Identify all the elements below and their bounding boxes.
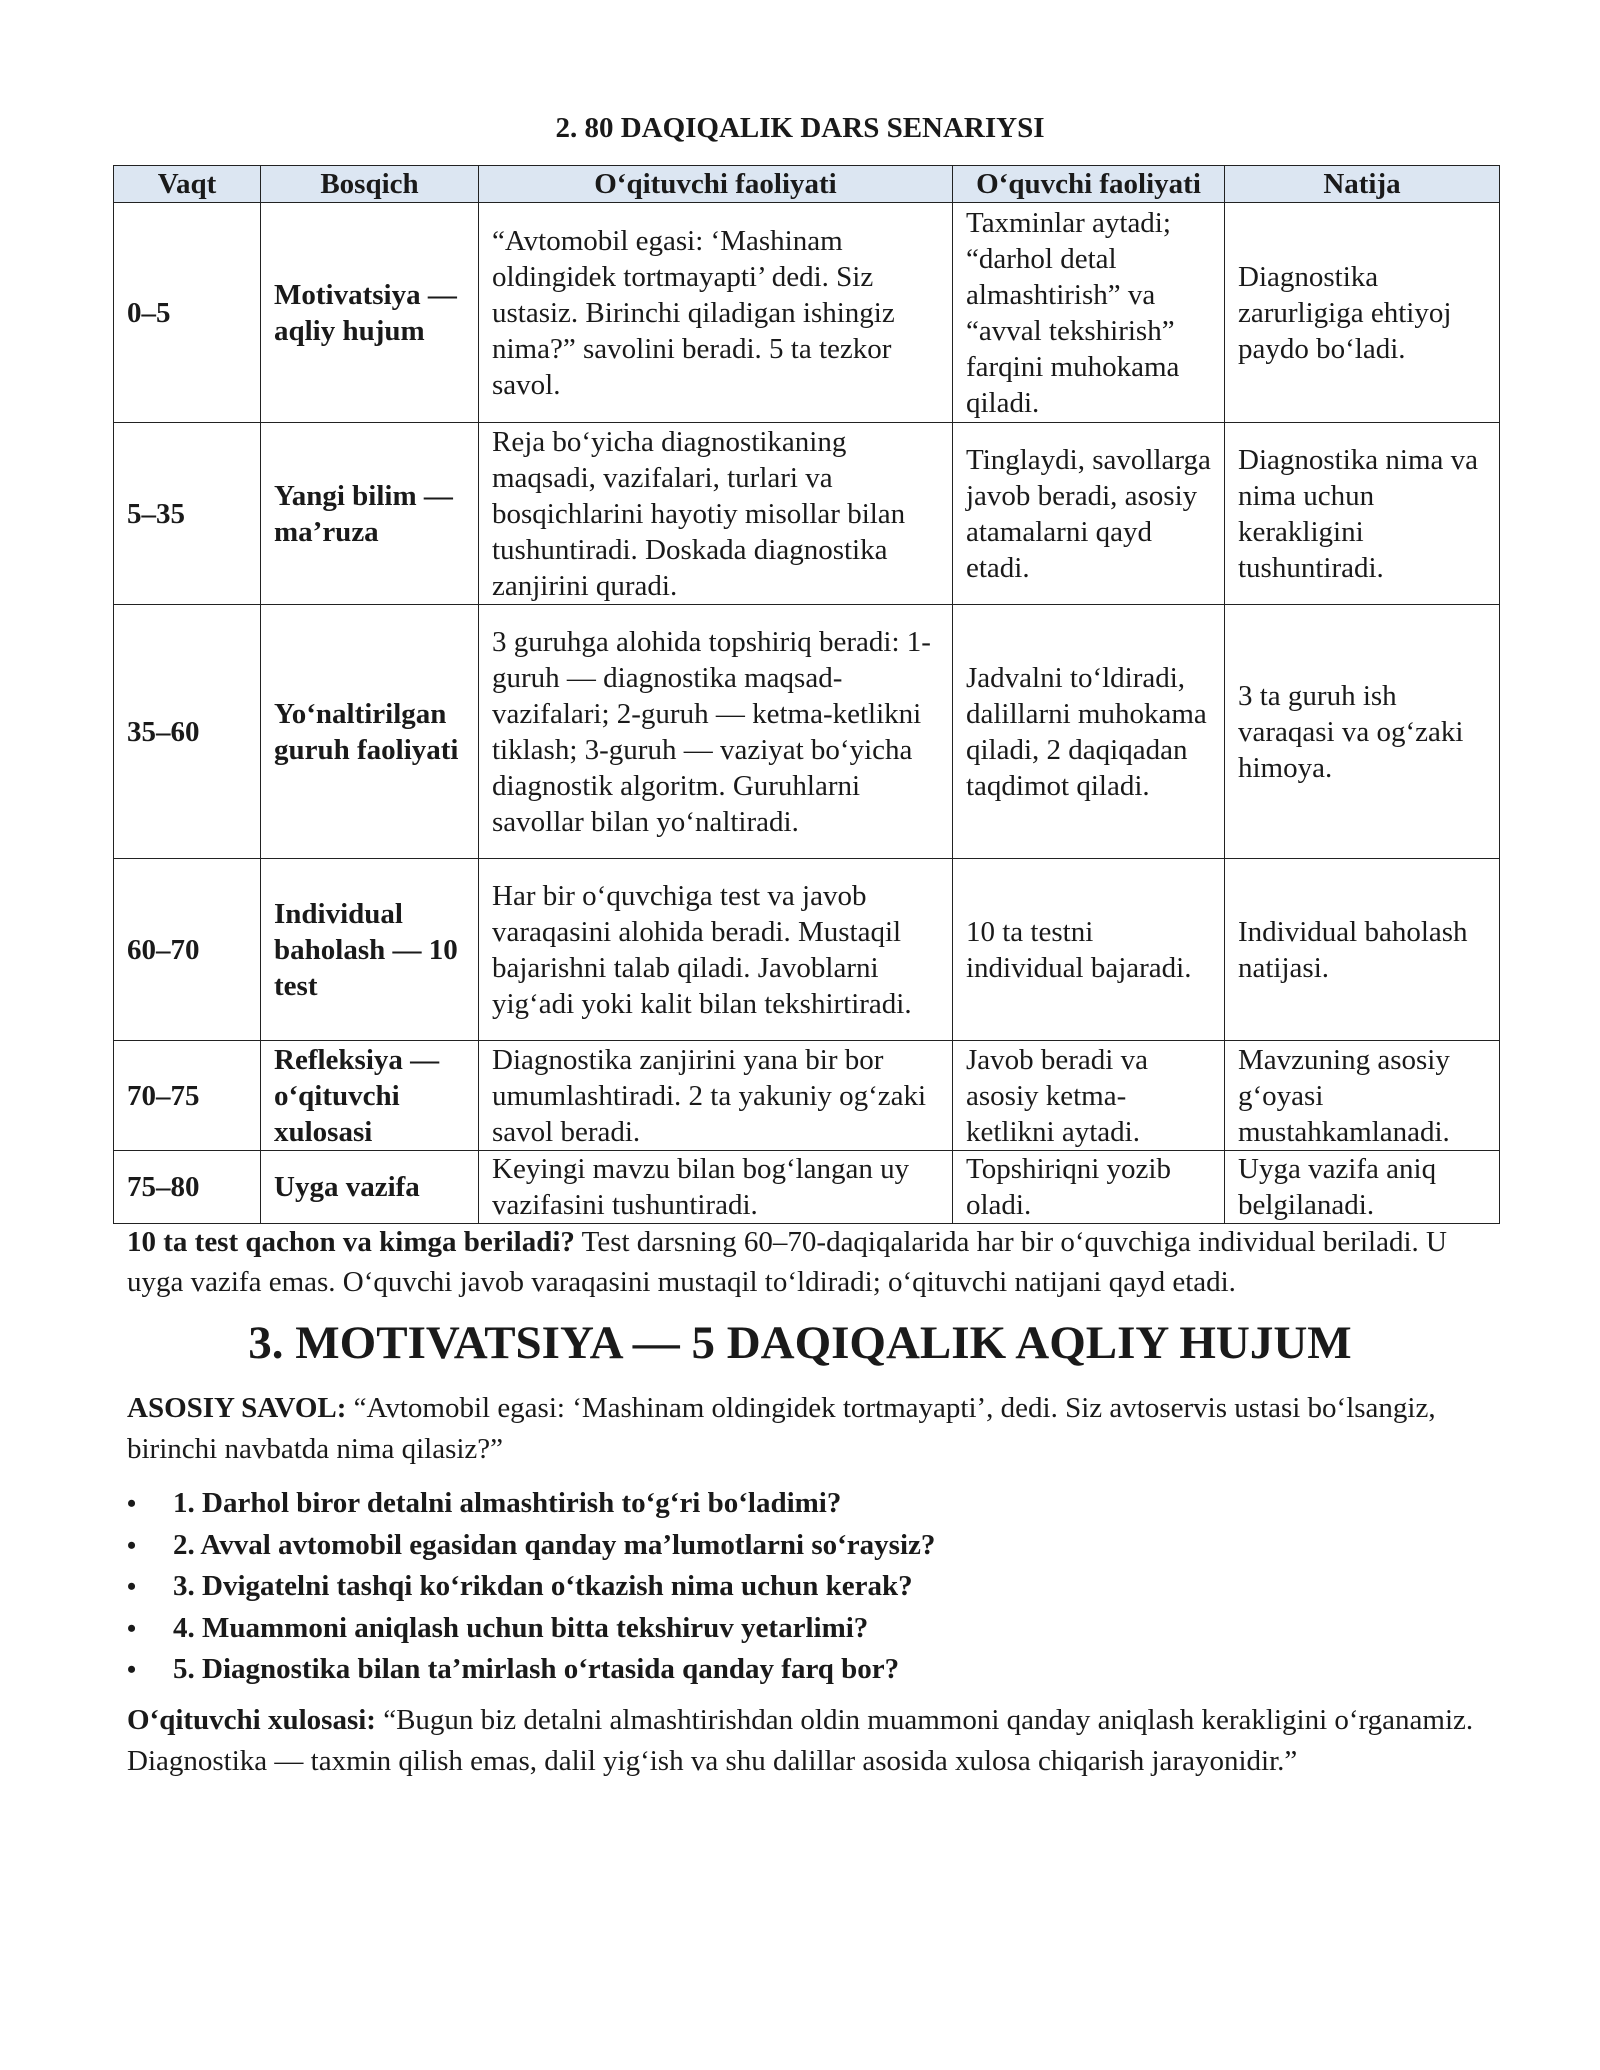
list-item <box>127 1525 1487 1567</box>
cell-time: 0–5 <box>114 203 261 423</box>
cell-student-activity: Javob beradi va asosiy ketma-ketlikni aytadi. <box>953 1041 1225 1151</box>
list-item <box>127 1649 1487 1691</box>
cell-student-activity: Jadvalni to‘ldiradi, dalillarni muhokama qiladi, 2 daqiqadan taqdimot qiladi. <box>953 605 1225 859</box>
table-row <box>114 859 1500 1041</box>
list-item <box>127 1483 1487 1525</box>
brainstorm-question-list <box>127 1483 1487 1691</box>
list-item <box>127 1566 1487 1608</box>
cell-time: 70–75 <box>114 1041 261 1151</box>
cell-teacher-activity: 3 guruhga alohida topshiriq beradi: 1-guruh — diagnostika maqsad-vazifalari; 2-guruh — ketma-ketlikni tiklash; 3-guruh — vaziyat bo‘yicha diagnostik algoritm. Guruhlarni savollar bilan yo‘naltiradi. <box>479 605 953 859</box>
teacher-conclusion-paragraph <box>127 1700 1487 1782</box>
bullet-icon: • <box>127 1613 137 1643</box>
column-header-result: Natija <box>1225 166 1500 203</box>
bullet-icon: • <box>127 1655 137 1684</box>
cell-time: 60–70 <box>114 859 261 1041</box>
cell-teacher-activity: Har bir o‘quvchiga test va javob varaqasini alohida beradi. Mustaqil bajarishni talab qiladi. Javoblarni yig‘adi yoki kalit bilan tekshirtiradi. <box>479 859 953 1041</box>
question-text: 4. Muammoni aniqlash uchun bitta tekshiruv yetarlimi? <box>173 1611 869 1644</box>
cell-time: 5–35 <box>114 423 261 605</box>
column-header-student-activity: O‘quvchi faoliyati <box>953 166 1225 203</box>
main-question-label: ASOSIY SAVOL: <box>127 1392 347 1424</box>
cell-result: Individual baholash natijasi. <box>1225 859 1500 1041</box>
table-row <box>114 1041 1500 1151</box>
cell-time: 75–80 <box>114 1151 261 1224</box>
cell-result: Diagnostika nima va nima uchun kerakligini tushuntiradi. <box>1225 423 1500 605</box>
cell-result: Mavzuning asosiy g‘oyasi mustahkamlanadi. <box>1225 1041 1500 1151</box>
table-row <box>114 423 1500 605</box>
test-note-paragraph <box>127 1222 1487 1302</box>
column-header-teacher-activity: O‘qituvchi faoliyati <box>479 166 953 203</box>
table-row <box>114 605 1500 859</box>
bullet-icon: • <box>127 1572 137 1601</box>
cell-teacher-activity: Keyingi mavzu bilan bog‘langan uy vazifasini tushuntiradi. <box>479 1151 953 1224</box>
table-row <box>114 203 1500 423</box>
section-2-title: 2. 80 DAQIQALIK DARS SENARIYSI <box>555 112 1045 144</box>
column-header-time: Vaqt <box>114 166 261 203</box>
conclusion-text: “Bugun biz detalni almashtirishdan oldin muammoni qanday aniqlash kerakligini o‘rganamiz. Diagnostika — taxmin qilish emas, dalil yig‘ish va shu dalillar asosida xulosa chiqarish jarayonidir.” <box>127 1704 1474 1777</box>
cell-teacher-activity: Reja bo‘yicha diagnostikaning maqsadi, vazifalari, turlari va bosqichlarini hayotiy misollar bilan tushuntiradi. Doskada diagnostika zanjirini quradi. <box>479 423 953 605</box>
question-text: 3. Dvigatelni tashqi ko‘rikdan o‘tkazish nima uchun kerak? <box>173 1570 913 1602</box>
test-note-text: Test darsning 60–70-daqiqalarida har bir o‘quvchiga individual beriladi. U uyga vazifa emas. O‘quvchi javob varaqasini mustaqil to‘ldiradi; o‘qituvchi natijani qayd etadi. <box>127 1226 1447 1298</box>
cell-result: Uyga vazifa aniq belgilanadi. <box>1225 1151 1500 1224</box>
bullet-icon: • <box>127 1489 137 1518</box>
test-note-label: 10 ta test qachon va kimga beriladi? <box>127 1226 575 1258</box>
table-header-row <box>114 166 1500 203</box>
question-text: 2. Avval avtomobil egasidan qanday ma’lumotlarni so‘raysiz? <box>173 1528 936 1561</box>
column-header-stage: Bosqich <box>261 166 479 203</box>
cell-teacher-activity: Diagnostika zanjirini yana bir bor umumlashtiradi. 2 ta yakuniy og‘zaki savol beradi. <box>479 1041 953 1151</box>
cell-stage: Motivatsiya — aqliy hujum <box>261 203 479 423</box>
cell-stage: Yangi bilim — ma’ruza <box>261 423 479 605</box>
section-3-title: 3. MOTIVATSIYA — 5 DAQIQALIK AQLIY HUJUM <box>248 1317 1352 1369</box>
cell-student-activity: 10 ta testni individual bajaradi. <box>953 859 1225 1041</box>
cell-teacher-activity: “Avtomobil egasi: ‘Mashinam oldingidek tortmayapti’ dedi. Siz ustasiz. Birinchi qiladigan ishingiz nima?” savolini beradi. 5 ta tezkor savol. <box>479 203 953 423</box>
cell-stage: Refleksiya — o‘qituvchi xulosasi <box>261 1041 479 1151</box>
question-text: 5. Diagnostika bilan ta’mirlash o‘rtasida qanday farq bor? <box>173 1653 900 1685</box>
bullet-icon: • <box>127 1530 137 1560</box>
question-text: 1. Darhol biror detalni almashtirish to‘g‘ri bo‘ladimi? <box>173 1487 842 1519</box>
cell-result: 3 ta guruh ish varaqasi va og‘zaki himoya. <box>1225 605 1500 859</box>
cell-result: Diagnostika zarurligiga ehtiyoj paydo bo‘ladi. <box>1225 203 1500 423</box>
cell-time: 35–60 <box>114 605 261 859</box>
cell-stage: Uyga vazifa <box>261 1151 479 1224</box>
cell-stage: Individual baholash — 10 test <box>261 859 479 1041</box>
conclusion-label: O‘qituvchi xulosasi: <box>127 1704 376 1736</box>
list-item <box>127 1608 1487 1650</box>
main-question-paragraph <box>127 1388 1487 1470</box>
cell-student-activity: Tinglaydi, savollarga javob beradi, asosiy atamalarni qayd etadi. <box>953 423 1225 605</box>
main-question-text: “Avtomobil egasi: ‘Mashinam oldingidek tortmayapti’, dedi. Siz avtoservis ustasi bo‘lsangiz, birinchi navbatda nima qilasiz?” <box>127 1392 1436 1465</box>
lesson-scenario-table <box>113 165 1500 1224</box>
cell-stage: Yo‘naltirilgan guruh faoliyati <box>261 605 479 859</box>
table-row <box>114 1151 1500 1224</box>
cell-student-activity: Taxminlar aytadi; “darhol detal almashtirish” va “avval tekshirish” farqini muhokama qiladi. <box>953 203 1225 423</box>
cell-student-activity: Topshiriqni yozib oladi. <box>953 1151 1225 1224</box>
